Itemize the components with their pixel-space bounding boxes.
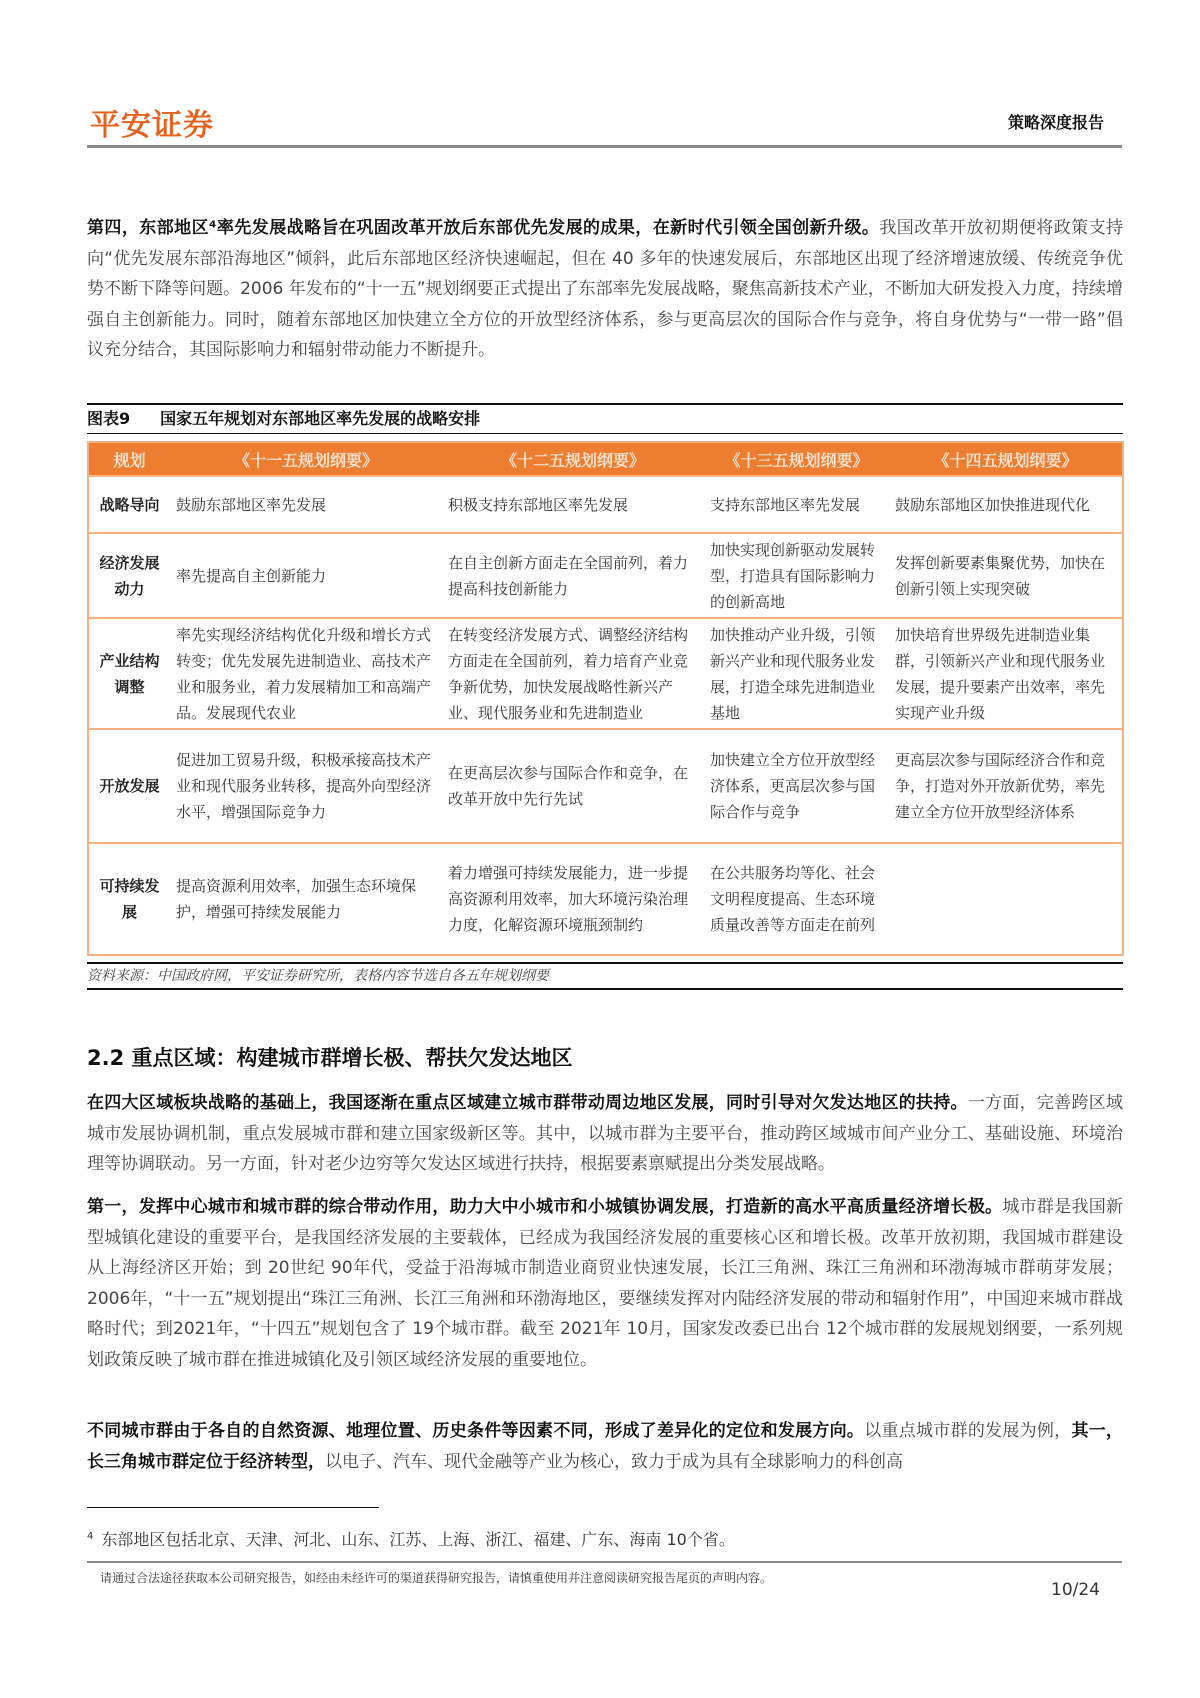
strategy-table	[87, 441, 1124, 956]
figure-title	[87, 403, 1123, 434]
paragraph-differentiation	[87, 1416, 1123, 1477]
figure-caption: 国家五年规划对东部地区率先发展的战略安排	[160, 409, 481, 428]
table-cell: 在公共服务均等化、社会文明程度提高、生态环境质量改善等方面走在前列	[704, 843, 889, 955]
column-header: 《十一五规划纲要》	[170, 442, 442, 476]
table-cell	[889, 843, 1123, 955]
document-type: 策略深度报告	[1007, 113, 1104, 132]
paragraph-body: 我国改革开放初期便将政策支持向“优先发展东部沿海地区”倾斜，此后东部地区经济快速崛起，但在 40 多年的快速发展后，东部地区出现了经济增速放缓、传统竞争优势不断下降等问题。2006 年发布的“十一五”规划纲要正式提出了东部率先发展战略，聚焦高新技术产业，不断加大研发投入力度，持续增强自主创新能力。同时，随着东部地区加快建立全方位的开放型经济体系，参与更高层次的国际合作与竞争，将自身优势与“一带一路”倡议充分结合，其国际影响力和辐射带动能力不断提升。	[87, 218, 1124, 360]
row-label: 经济发展动力	[88, 533, 170, 618]
table-cell: 率先实现经济结构优化升级和增长方式转变；优先发展先进制造业、高技术产业和服务业，着力发展精加工和高端产品。发展现代农业	[170, 618, 442, 729]
footnote-text: 东部地区包括北京、天津、河北、山东、江苏、上海、浙江、福建、广东、海南 10个省。	[101, 1530, 735, 1549]
table-cell: 着力增强可持续发展能力，进一步提高资源利用效率，加大环境污染治理力度，化解资源环境瓶颈制约	[442, 843, 704, 955]
footnote-mark: 4	[87, 1530, 94, 1542]
table-cell: 在自主创新方面走在全国前列，着力提高科技创新能力	[442, 533, 704, 618]
row-label: 可持续发展	[88, 843, 170, 955]
table-row	[88, 476, 1123, 533]
table-cell: 在更高层次参与国际合作和竞争，在改革开放中先行先试	[442, 729, 704, 843]
paragraph-city-clusters	[87, 1192, 1123, 1375]
paragraph-east-region	[87, 213, 1123, 366]
company-logo: 平安证券	[90, 108, 214, 143]
paragraph-lead: 第四，东部地区⁴率先发展战略旨在巩固改革开放后东部优先发展的成果，在新时代引领全国创新升级。	[87, 218, 880, 238]
table-cell: 促进加工贸易升级，积极承接高技术产业和现代服务业转移，提高外向型经济水平，增强国际竞争力	[170, 729, 442, 843]
paragraph-lead: 不同城市群由于各自的自然资源、地理位置、历史条件等因素不同，形成了差异化的定位和发展方向。	[87, 1421, 865, 1441]
figure-label: 图表9	[87, 409, 131, 428]
table-cell: 在转变经济发展方式、调整经济结构方面走在全国前列，着力培育产业竞争新优势，加快发展战略性新兴产业、现代服务业和先进制造业	[442, 618, 704, 729]
row-label: 产业结构调整	[88, 618, 170, 729]
header-divider	[87, 145, 1122, 148]
table-cell: 鼓励东部地区率先发展	[170, 476, 442, 533]
table-cell: 更高层次参与国际经济合作和竞争，打造对外开放新优势，率先建立全方位开放型经济体系	[889, 729, 1123, 843]
table-row	[88, 618, 1123, 729]
column-header: 《十四五规划纲要》	[889, 442, 1123, 476]
footnote-divider	[87, 1507, 379, 1508]
table-cell: 支持东部地区率先发展	[704, 476, 889, 533]
section-heading: 2.2 重点区域：构建城市群增长极、帮扶欠发达地区	[87, 1046, 573, 1070]
table-cell: 提高资源利用效率，加强生态环境保护，增强可持续发展能力	[170, 843, 442, 955]
table-cell: 鼓励东部地区加快推进现代化	[889, 476, 1123, 533]
row-label: 战略导向	[88, 476, 170, 533]
table-cell: 积极支持东部地区率先发展	[442, 476, 704, 533]
footer-divider	[87, 1561, 1122, 1563]
paragraph-body: 以重点城市群的发展为例，	[864, 1421, 1072, 1441]
table-cell: 率先提高自主创新能力	[170, 533, 442, 618]
footer-disclaimer: 请通过合法途径获取本公司研究报告，如经由未经许可的渠道获得研究报告，请慎重使用并注意阅读研究报告尾页的声明内容。	[100, 1571, 773, 1585]
paragraph-emphasis: 其一，长三角城市群定位于经济转型，	[87, 1421, 1124, 1472]
table-cell: 加快培育世界级先进制造业集群，引领新兴产业和现代服务业发展，提升要素产出效率，率先实现产业升级	[889, 618, 1123, 729]
table-cell: 发挥创新要素集聚优势，加快在创新引领上实现突破	[889, 533, 1123, 618]
row-label: 开放发展	[88, 729, 170, 843]
column-header: 规划	[88, 442, 170, 476]
page-number: 10/24	[1051, 1580, 1100, 1600]
figure-source: 资料来源：中国政府网，平安证券研究所，表格内容节选自各五年规划纲要	[87, 962, 1123, 990]
table-cell: 加快推动产业升级，引领新兴产业和现代服务业发展，打造全球先进制造业基地	[704, 618, 889, 729]
table-row	[88, 533, 1123, 618]
paragraph-body: 一方面，完善跨区域城市发展协调机制，重点发展城市群和建立国家级新区等。其中，以城市群为主要平台，推动跨区域城市间产业分工、基础设施、环境治理等协调联动。另一方面，针对老少边穷等欠发达区域进行扶持，根据要素禀赋提出分类发展战略。	[87, 1093, 1123, 1174]
paragraph-key-regions	[87, 1088, 1123, 1180]
paragraph-body: 以电子、汽车、现代金融等产业为核心，致力于成为具有全球影响力的科创高	[325, 1451, 903, 1472]
paragraph-lead: 第一，发挥中心城市和城市群的综合带动作用，助力大中小城市和小城镇协调发展，打造新的高水平高质量经济增长极。	[87, 1197, 1003, 1217]
column-header: 《十三五规划纲要》	[704, 442, 889, 476]
table-cell: 加快实现创新驱动发展转型，打造具有国际影响力的创新高地	[704, 533, 889, 618]
column-header: 《十二五规划纲要》	[442, 442, 704, 476]
table-cell: 加快建立全方位开放型经济体系，更高层次参与国际合作与竞争	[704, 729, 889, 843]
paragraph-lead: 在四大区域板块战略的基础上，我国逐渐在重点区域建立城市群带动周边地区发展，同时引导对欠发达地区的扶持。	[87, 1093, 968, 1113]
paragraph-body: 城市群是我国新型城镇化建设的重要平台，是我国经济发展的主要载体，已经成为我国经济发展的重要核心区和增长极。改革开放初期，我国城市群建设从上海经济区开始；到 20世纪 90年代，受益于沿海城市制造业商贸业快速发展，长江三角洲、珠江三角洲和环渤海城市群萌芽发展；2006年，“十一五”规划提出“珠江三角洲、长江三角洲和环渤海地区，要继续发挥对内陆经济发展的带动和辐射作用”，中国迎来城市群战略时代；到2021年，“十四五”规划包含了 19个城市群。截至 2021年 10月，国家发改委已出台 12个城市群的发展规划纲要，一系列规划政策反映了城市群在推进城镇化及引领区域经济发展的重要地位。	[87, 1197, 1124, 1370]
footnote	[87, 1527, 735, 1550]
table-row	[88, 729, 1123, 843]
table-row	[88, 843, 1123, 955]
table-header-row	[88, 442, 1123, 476]
